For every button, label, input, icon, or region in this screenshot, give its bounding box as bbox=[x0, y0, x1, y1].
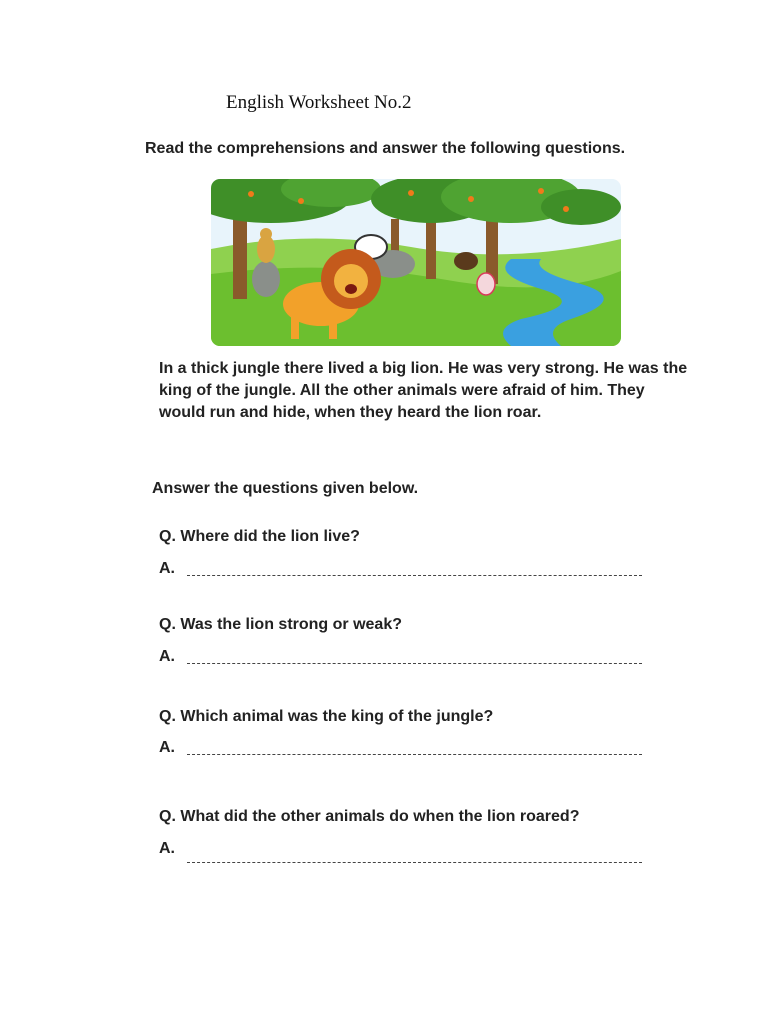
question-1: Q. Where did the lion live? bbox=[159, 528, 360, 545]
questions-heading: Answer the questions given below. bbox=[152, 480, 419, 497]
answer-label: A. bbox=[159, 739, 175, 756]
answer-line[interactable] bbox=[187, 575, 642, 576]
worksheet-title: English Worksheet No.2 bbox=[226, 92, 412, 113]
question-3: Q. Which animal was the king of the jungle? bbox=[159, 708, 494, 725]
answer-row-3[interactable] bbox=[159, 739, 642, 757]
comprehension-passage: In a thick jungle there lived a big lion. He was very strong. He was the king of the jungle. All the other animals were afraid of him. They would run and hide, when they heard the lion roar. bbox=[159, 360, 688, 421]
answer-label: A. bbox=[159, 648, 175, 665]
jungle-illustration bbox=[211, 179, 621, 346]
answer-line[interactable] bbox=[187, 754, 642, 755]
answer-label: A. bbox=[159, 560, 175, 577]
answer-row-4[interactable] bbox=[159, 840, 642, 858]
instruction-text: Read the comprehensions and answer the following questions. bbox=[145, 140, 626, 157]
answer-line[interactable] bbox=[187, 663, 642, 664]
question-2: Q. Was the lion strong or weak? bbox=[159, 616, 402, 633]
answer-row-2[interactable] bbox=[159, 648, 642, 666]
question-4: Q. What did the other animals do when the lion roared? bbox=[159, 808, 580, 825]
answer-line[interactable] bbox=[187, 862, 642, 863]
answer-row-1[interactable] bbox=[159, 560, 642, 578]
answer-label: A. bbox=[159, 840, 175, 857]
